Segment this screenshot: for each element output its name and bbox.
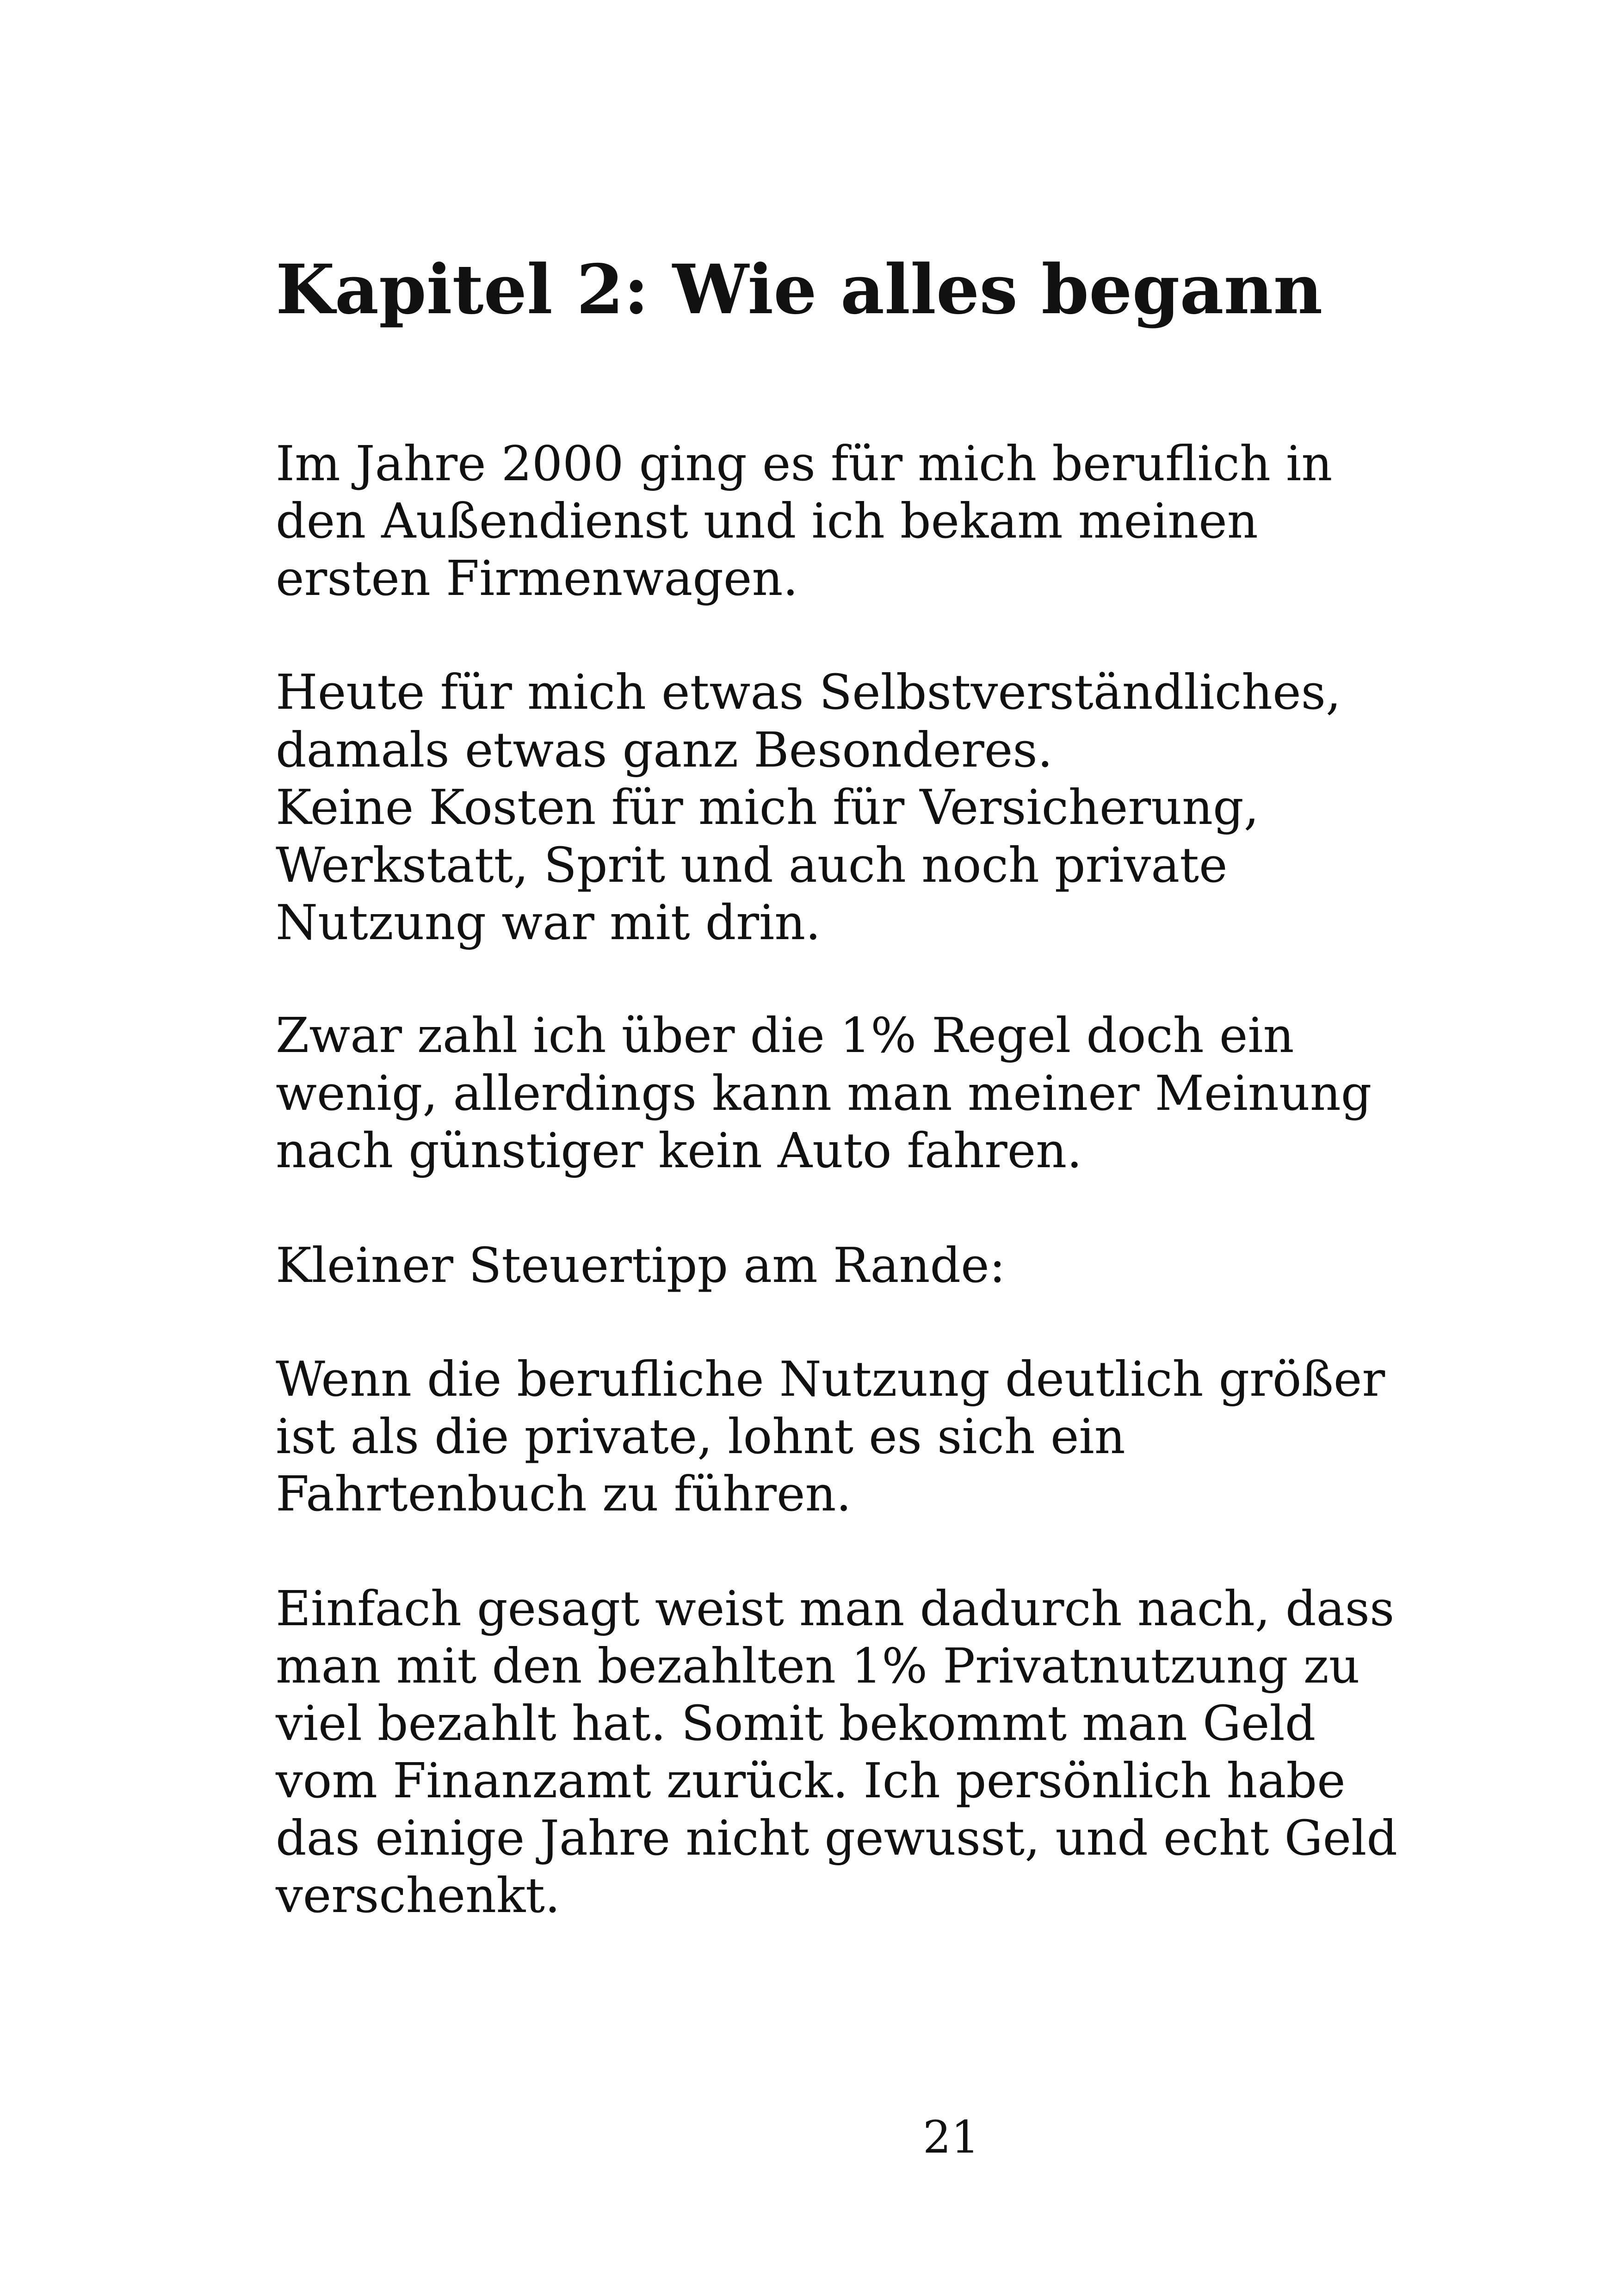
text-line: ist als die private, lohnt es sich ein [276,1408,1125,1465]
text-line: ersten Firmenwagen. [276,550,798,606]
text-line: damals etwas ganz Besonderes. [276,722,1053,778]
text-line: Kleiner Steuertipp am Rande: [276,1237,1006,1293]
text-line: man mit den bezahlten 1% Privatnutzung zu [276,1638,1360,1694]
text-line: das einige Jahre nicht gewusst, und echt Geld [276,1810,1398,1866]
text-line: Wenn die berufliche Nutzung deutlich größer [276,1351,1385,1407]
text-line: Einfach gesagt weist man dadurch nach, dass [276,1580,1395,1637]
text-line: nach günstiger kein Auto fahren. [276,1122,1082,1179]
text-line: den Außendienst und ich bekam meinen [276,493,1258,549]
chapter-title: Kapitel 2: Wie alles begann [276,249,1323,329]
text-line: wenig, allerdings kann man meiner Meinung [276,1065,1372,1121]
page-number: 21 [923,2111,980,2163]
text-line: Werkstatt, Sprit und auch noch private [276,837,1228,893]
text-line: Zwar zahl ich über die 1% Regel doch ein [276,1007,1294,1064]
text-line: verschenkt. [276,1867,561,1924]
text-line: Nutzung war mit drin. [276,894,821,951]
text-line: vom Finanzamt zurück. Ich persönlich habe [276,1752,1346,1809]
text-line: Heute für mich etwas Selbstverständliches, [276,664,1341,720]
text-line: Keine Kosten für mich für Versicherung, [276,779,1259,835]
text-line: viel bezahlt hat. Somit bekommt man Geld [276,1695,1316,1751]
text-line: Fahrtenbuch zu führen. [276,1466,852,1522]
text-line: Im Jahre 2000 ging es für mich beruflich in [276,435,1333,492]
